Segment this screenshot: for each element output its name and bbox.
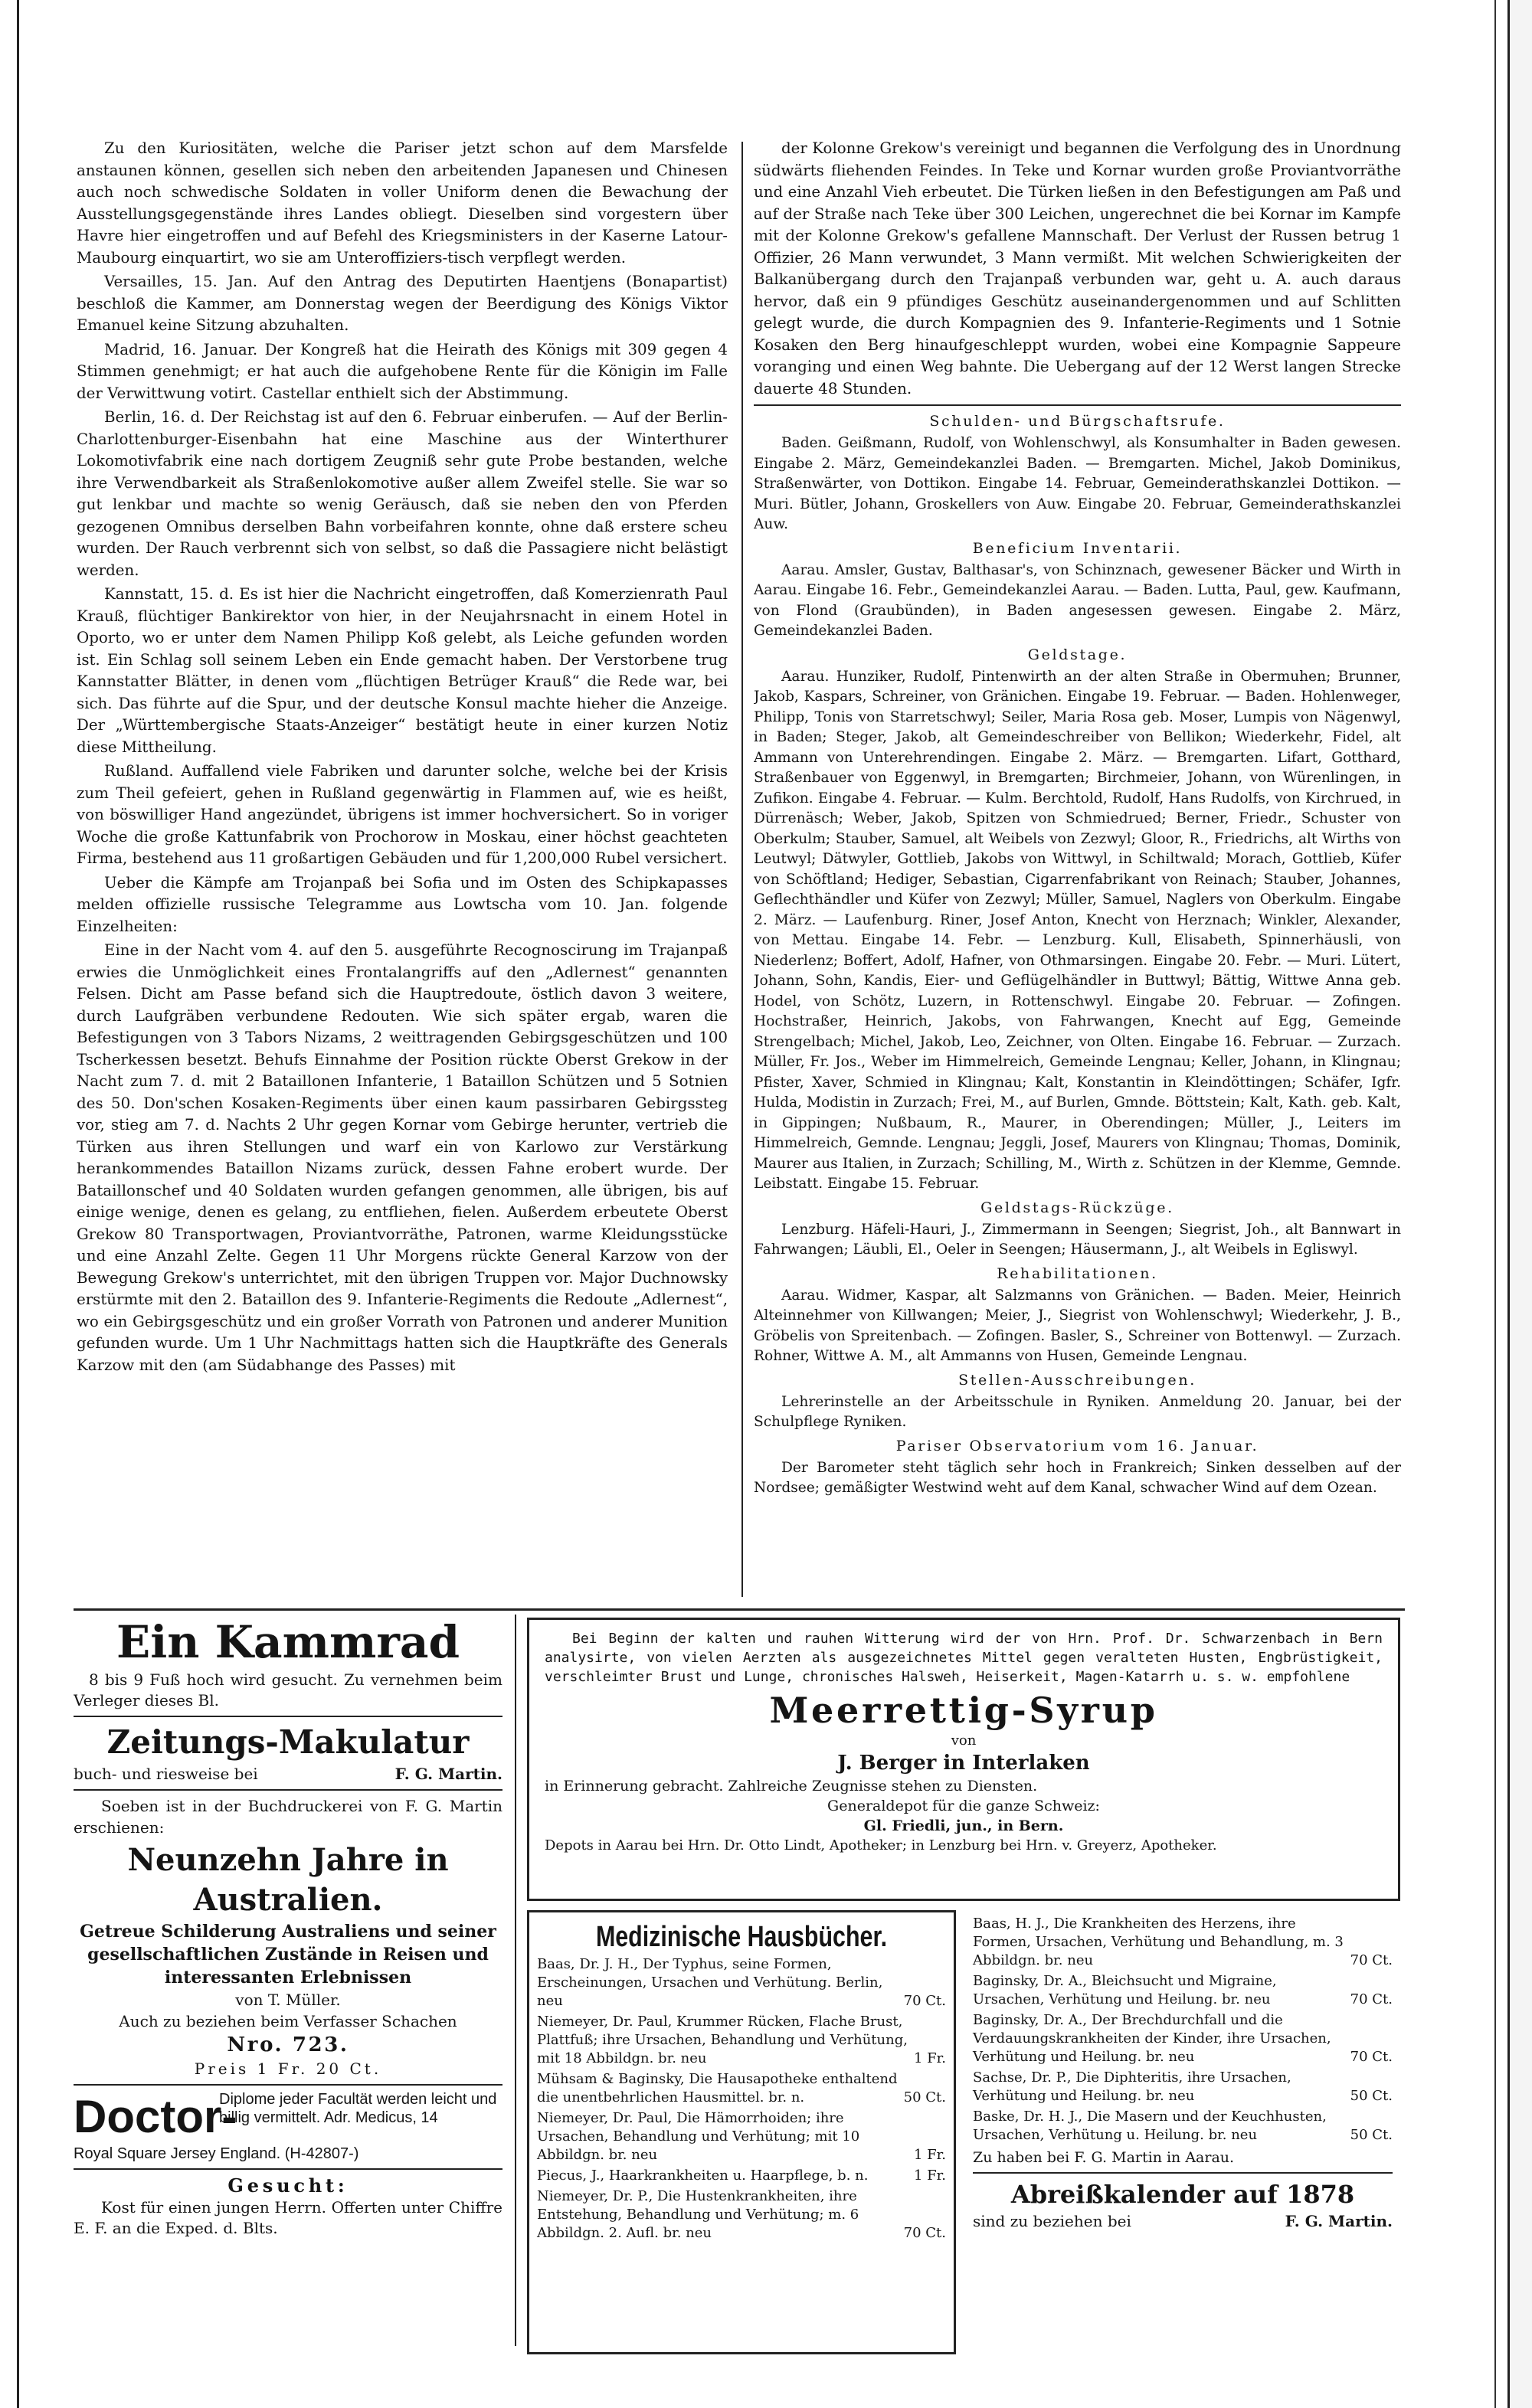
- ad-doctor-address: Royal Square Jersey England. (H-42807-): [74, 2145, 359, 2162]
- page-right-border: [1507, 0, 1532, 2408]
- book-item-text: Niemeyer, Dr. Paul, Die Hämorrhoiden; ihre Ursachen, Behandlung und Verhütung; mit 10 Abbildgn. br. neu: [537, 2110, 860, 2163]
- ad-rule: [973, 2172, 1393, 2174]
- ad-book-nr: Nro. 723.: [227, 2033, 349, 2056]
- ad-syrup-depot-label: Generaldepot für die ganze Schweiz:: [827, 1798, 1100, 1814]
- book-list-item: [537, 2013, 946, 2068]
- left-ads-column: [74, 1615, 502, 2357]
- ad-syrup-note: in Erinnerung gebracht. Zahlreiche Zeugnisse stehen zu Diensten.: [545, 1778, 1038, 1795]
- ad-book-author: von T. Müller.: [235, 1991, 341, 2009]
- ad-calendar-title: Abreißkalender auf 1878: [1010, 2180, 1355, 2209]
- book-item-price: 1 Fr.: [913, 2168, 946, 2184]
- book-item-price: 1 Fr.: [913, 2050, 946, 2066]
- book-item-price: 50 Ct.: [1350, 2088, 1393, 2104]
- ad-syrup-intro: Bei Beginn der kalten und rauhen Witterung wird der von Hrn. Prof. Dr. Schwarzenbach in Bern analysirte, von vielen Aerzten als ausgezeichnetes Mittel gegen veralteten Husten, Engbrüstigkeit, verschleimter Brust und Lunge, chronisches Halsweh, Heiserkeit, Magen-Katarrh u. s. w. empfohlene: [545, 1631, 1383, 1685]
- book-item-text: Baske, Dr. H. J., Die Masern und der Keuchhusten, Ursachen, Verhütung u. Heilung. br. neu: [973, 2109, 1327, 2143]
- ad-books-left-list: [537, 1955, 946, 2243]
- ad-books-zu-haben: Zu haben bei F. G. Martin in Aarau.: [973, 2149, 1235, 2166]
- book-item-text: Baas, H. J., Die Krankheiten des Herzens, ihre Formen, Ursachen, Verhütung und Behandlung, m. 3 Abbildgn. br. neu: [973, 1916, 1344, 1968]
- ad-books-title: Medizinische Hausbücher.: [595, 1921, 888, 1953]
- ad-books-right-list: [973, 1915, 1393, 2145]
- book-list-item: [537, 1955, 946, 2010]
- book-item-price: 70 Ct.: [903, 2225, 946, 2241]
- article-kuriositaeten: Zu den Kuriositäten, welche die Pariser jetzt schon auf dem Marsfelde anstaunen können, gesellen sich neben den arbeitenden Japanesen und Chinesen auch noch schwedische Soldaten in voller Uniform denen die Bewachung der Ausstellungsgegenstände ihres Landes obliegt. Dieselben sind vorgestern über Havre hier eingetroffen und auf Befehl des Kriegsministers in der Kaserne Latour-Maubourg einquartirt, wo sie am Unteroffiziers-tisch verpflegt werden.: [77, 139, 728, 267]
- article-trojanpass-intro: Ueber die Kämpfe am Trojanpaß bei Sofia und im Osten des Schipkapasses melden offizielle russische Telegramme aus Lowtscha vom 10. Jan. folgende Einzelheiten:: [77, 873, 728, 935]
- book-list-item: [537, 2109, 946, 2164]
- ad-books: [527, 1910, 1400, 2354]
- book-item-text: Piecus, J., Haarkrankheiten u. Haarpflege, b. n.: [537, 2168, 869, 2184]
- book-item-price: 70 Ct.: [1350, 1952, 1393, 1968]
- ad-makulatur-firm: F. G. Martin.: [394, 1765, 502, 1783]
- book-list-item: [973, 2108, 1393, 2145]
- article-russland: Rußland. Auffallend viele Fabriken und darunter solche, welche bei der Krisis zum Theil gefeiert, gehen in Rußland gegenwärtig in Flammen auf, wie es heißt, von böswilliger Hand angezündet, übrigens ist immer hochversichert. So in voriger Woche die große Kattunfabrik von Prochorow in Moskau, einer höchst geachteten Firma, bestehend aus 11 großartigen Gebäuden und für 1,200,000 Rubel versichert.: [77, 762, 728, 867]
- stellen-text: Lehrerinstelle an der Arbeitsschule in Ryniken. Anmeldung 20. Januar, bei der Schulpflege Ryniken.: [754, 1393, 1401, 1430]
- ads-top-rule: [74, 1608, 1405, 1611]
- ad-doctor-block: [74, 2090, 502, 2144]
- book-list-item: [537, 2187, 946, 2243]
- ad-makulatur-text: buch- und riesweise bei: [74, 1765, 258, 1783]
- ad-kammrad-title: Ein Kammrad: [116, 1616, 460, 1668]
- book-item-text: Sachse, Dr. P., Die Diphteritis, ihre Ursachen, Verhütung und Heilung. br. neu: [973, 2069, 1291, 2104]
- book-list-item: [973, 2069, 1393, 2105]
- beneficium-text: Aarau. Amsler, Gustav, Balthasar's, von Schinznach, gewesener Bäcker und Wirth in Aarau. Eingabe 16. Febr., Gemeindekanzlei Aarau. — Baden. Lutta, Paul, gew. Kaufmann, von Flond (Graubünden), in Baden angesessen gewesen. Eingabe 2. März, Gemeindekanzlei Baden.: [754, 561, 1401, 639]
- ad-rule: [74, 1716, 502, 1717]
- schulden-text: Baden. Geißmann, Rudolf, von Wohlenschwyl, als Konsumhalter in Baden gewesen. Eingabe 2. März, Gemeindekanzlei Baden. — Bremgarten. Michel, Jakob Dominikus, Straßenwärter, von Dottikon. Eingabe 14. Februar, Gemeinderathskanzlei Dottikon. — Muri. Bütler, Johann, Groskellers von Auw. Eingabe 20. Februar, Gemeinderathskanzlei Auw.: [754, 435, 1401, 532]
- ads-divider: [515, 1615, 516, 2346]
- article-berlin: Berlin, 16. d. Der Reichstag ist auf den 6. Februar einberufen. — Auf der Berlin-Charlottenburger-Eisenbahn hat eine Maschine aus der Winterthurer Lokomotivfabrik eine nach dortigem Zeugniß sehr gute Probe bestanden, welche ihre Verwendbarkeit als Straßenlokomotive außer allem Zweifel stelle. Sie war so gut lenkbar und machte so wenig Geräusch, daß sie neben den von Pferden gezogenen Omnibus derselben Bahn vorbeifahren konnte, ohne daß erstere scheu wurden. Der Rauch verbrennt sich von selbst, so daß die Passagiere nicht belästigt werden.: [77, 408, 728, 579]
- book-item-price: 50 Ct.: [903, 2089, 946, 2105]
- heading-schulden: Schulden- und Bürgschaftsrufe.: [929, 413, 1226, 430]
- book-item-text: Baginsky, Dr. A., Der Brechdurchfall und die Verdauungskrankheiten der Kinder, ihre Ursachen, Verhütung und Heilung. br. neu: [973, 2012, 1331, 2065]
- book-list-item: [973, 2011, 1393, 2066]
- ad-books-left: [527, 1910, 956, 2354]
- ad-doctor-big: Doctor-: [74, 2091, 237, 2142]
- page-left-border: [0, 0, 19, 2408]
- book-item-price: 1 Fr.: [913, 2147, 946, 2163]
- rueckzuege-text: Lenzburg. Häfeli-Hauri, J., Zimmermann in Seengen; Siegrist, Joh., alt Bannwart in Fahrwangen; Läubli, El., Oeler in Seengen; Häusermann, J., alt Weibels in Egliswyl.: [754, 1221, 1401, 1258]
- column-divider: [741, 142, 743, 1597]
- right-column: [754, 138, 1401, 1601]
- ad-syrup-maker: J. Berger in Interlaken: [837, 1752, 1090, 1775]
- ad-syrup-title: Meerrettig-Syrup: [769, 1690, 1158, 1731]
- ad-syrup-box: [527, 1618, 1400, 1901]
- ad-rule: [74, 1789, 502, 1791]
- book-list-item: [537, 2070, 946, 2107]
- book-list-item: [973, 1972, 1393, 2009]
- ad-rule: [74, 2168, 502, 2170]
- book-item-price: 70 Ct.: [903, 1993, 946, 2009]
- book-item-price: 70 Ct.: [1350, 2049, 1393, 2065]
- heading-rueckzuege: Geldstags-Rückzüge.: [980, 1199, 1174, 1216]
- geldstage-text: Aarau. Hunziker, Rudolf, Pintenwirth an der alten Straße in Obermuhen; Brunner, Jakob, Kaspars, Schreiner, von Gränichen. Eingabe 19. Februar. — Baden. Hohlenweger, Philipp, Tonis von Starretschwyl; Seiler, Maria Rosa geb. Moser, Lumpis von Nägenwyl, in Baden; Steger, Jakob, alt Gemeindeschreiber von Bellikon; Wiederkehr, Fidel, alt Ammann von Unterehrendingen. Eingabe 2. März. — Bremgarten. Lifart, Gotthard, Straßenbauer von Eggenwyl, in Bremgarten; Birchmeier, Johann, von Würenlingen, in Zufikon. Eingabe 4. Februar. — Kulm. Berchtold, Rudolf, Hans Rudolfs, von Kirchrued, in Dürrenäsch; Weber, Jakob, Spitzen von Schmiedrued; Berner, Friedr., Schuster von Oberkulm; Stauber, Samuel, alt Weibels von Zezwyl; Gloor, R., Friedrichs, alt Wirths von Leutwyl; Dätwyler, Gottlieb, Jakobs von Wittwyl, in Schiltwald; Morach, Gottlieb, Küfer von Schöftland; Hediger, Sebastian, Cigarrenfabrikant von Reinach; Stauber, Johannes, Geflechthändler und Küfer von Zezwyl; Müller, Samuel, Naglers von Oberkulm. Eingabe 2. März. — Laufenburg. Riner, Josef Anton, Knecht von Herznach; Winkler, Alexander, von Mettau. Eingabe 14. Febr. — Lenzburg. Kull, Elisabeth, Spinnerhäusli, von Niederlenz; Boffert, Adolf, Hafner, von Othmarsingen. Eingabe 20. Febr. — Muri. Lütert, Johann, Sohn, Kandis, Eier- und Geflügelhändler in Buttwyl; Bättig, Wittwe Anna geb. Hodel, von Schötz, Luzern, in Rottenschwyl. Eingabe 20. Februar. — Zofingen. Hochstraßer, Heinrich, Jakobs, von Fahrwangen, Knecht auf Egg, Gemeinde Strengelbach; Michel, Jakob, Leo, Zeichner, von Olten. Eingabe 16. Februar. — Zurzach. Müller, Fr. Jos., Weber im Himmelreich, Gemeinde Lengnau; Keller, Johann, in Klingnau; Pfister, Xaver, Schmied in Klingnau; Kalt, Konstantin in Kleindöttingen; Schäfer, Igfr. Hulda, Modistin in Zurzach; Frei, M., auf Burlen, Gmnde. Böttstein; Kalt, Kath. geb. Kalt, in Gippingen; Nußbaum, R., Maurer, in Oberendingen; Müller, J., Leiters im Himmelreich, Gemnde. Lengnau; Jeggli, Josef, Maurers von Klingnau; Thomas, Dominik, Maurer aus Italien, in Zurzach; Schilling, M., Wirth z. Schützen in der Klemme, Gemnde. Leibstatt. Eingabe 15. Februar.: [754, 668, 1401, 1192]
- page-right-rule: [1494, 0, 1501, 2408]
- observatorium-text: Der Barometer steht täglich sehr hoch in Frankreich; Sinken desselben auf der Nordsee; gemäßigter Westwind weht auf dem Kanal, schwacher Wind auf dem Ozean.: [754, 1459, 1401, 1496]
- ad-books-right: [965, 1910, 1400, 2354]
- ad-book-title: Neunzehn Jahre in Australien.: [127, 1842, 449, 1918]
- article-trojanpass-continued: der Kolonne Grekow's vereinigt und begannen die Verfolgung des in Unordnung südwärts fliehenden Feindes. In Teke und Kornar wurden große Proviantvorräthe und eine Anzahl Vieh erbeutet. Die Türken ließen in den Befestigungen am Paß und auf der Straße nach Teke über 300 Leichen, ungerechnet die bei Kornar im Kampfe mit der Kolonne Grekow's gefallene Mannschaft. Der Verlust der Russen betrug 1 Offizier, 26 Mann verwundet, 3 Mann vermißt. Mit welchen Schwierigkeiten der Balkanübergang durch den Trajanpaß verbunden war, geht u. A. auch daraus hervor, daß ein 9 pfündiges Geschütz auseinandergenommen und auf Schlitten gelegt wurde, die durch Kompagnien des 9. Infanterie-Regiments und 1 Sotnie Kosaken den Berg hinaufgeschleppt wurden, wobei eine Kompagnie Sappeure voranging und einen Weg bahnte. Die Uebergang auf der 12 Werst langen Strecke dauerte 48 Stunden.: [754, 139, 1401, 398]
- book-item-text: Baginsky, Dr. A., Bleichsucht und Migraine, Ursachen, Verhütung und Heilung. br. neu: [973, 1973, 1277, 2007]
- ad-calendar-line: [973, 2210, 1393, 2232]
- article-kannstatt: Kannstatt, 15. d. Es ist hier die Nachricht eingetroffen, daß Komerzienrath Paul Krauß, flüchtiger Bankirektor von hier, in der Neujahrsnacht in einem Hotel in Oporto, wo er unter dem Namen Philipp Koß gelebt, als Leiche gefunden worden ist. Ein Schlag soll seinem Leben ein Ende gemacht haben. Der Verstorbene trug Kannstatter Blätter, in denen vom „flüchtigen Betrüger Krauß“ die Rede war, bei sich. Das führte auf die Spur, und der deutsche Konsul machte hieher die Anzeige. Der „Württembergische Staats-Anzeiger“ bestätigt heute in einer kurzen Notiz diese Mittheilung.: [77, 585, 728, 756]
- book-item-text: Mühsam & Baginsky, Die Hausapotheke enthaltend die unentbehrlichen Hausmittel. br. n.: [537, 2071, 898, 2105]
- article-trojanpass: Eine in der Nacht vom 4. auf den 5. ausgeführte Recognoscirung im Trajanpaß erwies die Unmöglichkeit eines Frontalangriffs auf den „Adlernest“ genannten Felsen. Dicht am Passe befand sich die Hauptredoute, östlich davon 3 weitere, durch Laufgräben verbundene Redouten. Wie sich später ergab, waren die Befestigungen von 3 Tabors Nizams, 2 weittragenden Gebirgsgeschützen und 100 Tscherkessen besetzt. Behufs Einnahme der Position rückte Oberst Grekow in der Nacht zum 7. d. mit 2 Bataillonen Infanterie, 1 Bataillon Schützen und 5 Sotnien des 50. Don'schen Kosaken-Regiments über einen kaum passirbaren Gebirgssteg vor, stieg am 7. d. Nachts 2 Uhr gegen Kornar vom Gebirge herunter, vertrieb die Türken aus ihren Stellungen und warf ein von Karlowo zur Verstärkung herankommendes Bataillon Nizams zurück, dessen Fahne erobert wurde. Der Bataillonschef und 40 Soldaten wurden gefangen genommen, alle übrigen, bis auf einige wenige, denen es gelang, zu entfliehen, fielen. Außerdem erbeutete Oberst Grekow 80 Transportwagen, Proviantvorräthe, Patronen, warme Kleidungsstücke und eine Anzahl Zelte. Gegen 11 Uhr Morgens rückte General Karzow von der Bewegung Grekow's unterrichtet, mit den übrigen Truppen vor. Major Duchnowsky erstürmte mit den 2. Bataillon des 9. Infanterie-Regiments die Redoute „Adlernest“, wo ein Gebirgsgeschütz und ein großer Vorrath von Patronen und anderer Munition gefunden wurde. Um 1 Uhr Nachmittags hatten sich die Hauptkräfte des Generals Karzow mit den (am Südabhange des Passes) mit: [77, 941, 728, 1374]
- article-versailles: Versailles, 15. Jan. Auf den Antrag des Deputirten Haentjens (Bonapartist) beschloß die Kammer, am Donnerstag wegen der Beerdigung des Königs Viktor Emanuel keine Sitzung abzuhalten.: [77, 273, 728, 334]
- book-item-price: 70 Ct.: [1350, 1991, 1393, 2007]
- heading-beneficium: Beneficium Inventarii.: [972, 539, 1183, 557]
- ad-syrup-depot-name: Gl. Friedli, jun., in Bern.: [863, 1817, 1064, 1834]
- rehab-text: Aarau. Widmer, Kaspar, alt Salzmanns von Gränichen. — Baden. Meier, Heinrich Alteinnehmer von Killwangen; Meier, J., Siegrist von Wohlenschwyl; Wiederkehr, J. B., Gröbelis von Spreitenbach. — Zofingen. Basler, S., Schreiner von Bottenwyl. — Zurzach. Rohner, Wittwe A. M., alt Ammanns von Husen, Gemeinde Lengnau.: [754, 1287, 1401, 1364]
- heading-geldstage: Geldstage.: [1027, 646, 1128, 663]
- ad-book-intro: Soeben ist in der Buchdruckerei von F. G. Martin erschienen:: [74, 1797, 502, 1837]
- book-list-item: [973, 1915, 1393, 1970]
- ad-book-subtitle: Getreue Schilderung Australiens und seiner gesellschaftlichen Zustände in Reisen und interessanten Erlebnissen: [80, 1922, 496, 1988]
- ad-doctor-text: Diplome jeder Facultät werden leicht und billig vermittelt. Adr. Medicus, 14: [219, 2091, 497, 2126]
- book-list-item: [537, 2167, 946, 2185]
- ad-book-also: Auch zu beziehen beim Verfasser Schachen: [119, 2012, 457, 2030]
- heading-observatorium: Pariser Observatorium vom 16. Januar.: [895, 1437, 1259, 1454]
- heading-stellen: Stellen-Ausschreibungen.: [958, 1371, 1196, 1389]
- heading-rehabilitationen: Rehabilitationen.: [997, 1265, 1158, 1282]
- ad-syrup-von: von: [951, 1732, 977, 1749]
- ad-book-price: Preis 1 Fr. 20 Ct.: [194, 2060, 382, 2078]
- ad-calendar-firm: F. G. Martin.: [1285, 2212, 1393, 2230]
- book-item-text: Niemeyer, Dr. P., Die Hustenkrankheiten, ihre Entstehung, Behandlung und Verhütung; m. 6 Abbildgn. 2. Aufl. br. neu: [537, 2188, 859, 2241]
- ad-gesucht-title: Gesucht:: [228, 2174, 349, 2197]
- ad-gesucht-text: Kost für einen jungen Herrn. Offerten unter Chiffre E. F. an die Exped. d. Blts.: [74, 2198, 502, 2237]
- book-item-price: 50 Ct.: [1350, 2127, 1393, 2143]
- article-madrid: Madrid, 16. Januar. Der Kongreß hat die Heirath des Königs mit 309 gegen 4 Stimmen genehmigt; er hat auch die aufgehobene Rente für die Königin im Falle der Verwittwung votirt. Castellar enthielt sich der Abstimmung.: [77, 340, 728, 402]
- book-item-text: Niemeyer, Dr. Paul, Krummer Rücken, Flache Brust, Plattfuß; ihre Ursachen, Behandlung und Verhütung, mit 18 Abbildgn. br. neu: [537, 2014, 908, 2066]
- left-column: [77, 138, 728, 1601]
- book-item-text: Baas, Dr. J. H., Der Typhus, seine Formen, Erscheinungen, Ursachen und Verhütung. Berlin, neu: [537, 1956, 883, 2009]
- ad-makulatur-title: Zeitungs-Makulatur: [106, 1723, 470, 1761]
- ad-rule: [74, 2084, 502, 2086]
- ad-syrup-depots: Depots in Aarau bei Hrn. Dr. Otto Lindt, Apotheker; in Lenzburg bei Hrn. v. Greyerz, Apotheker.: [545, 1837, 1217, 1853]
- ad-calendar-text: sind zu beziehen bei: [973, 2212, 1131, 2230]
- ad-makulatur-line: [74, 1763, 502, 1785]
- ad-kammrad-text: 8 bis 9 Fuß hoch wird gesucht. Zu vernehmen beim Verleger dieses Bl.: [74, 1670, 502, 1709]
- section-rule: [754, 404, 1401, 406]
